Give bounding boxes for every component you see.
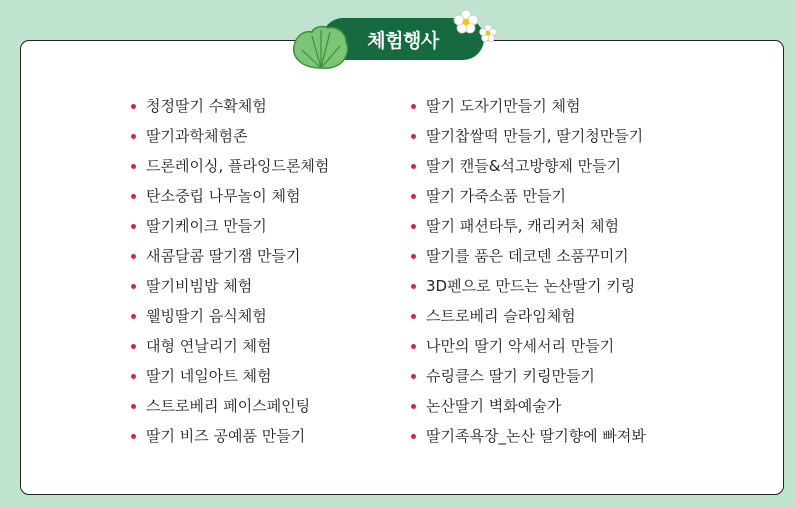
list-item: 딸기 네일아트 체험: [131, 361, 329, 391]
flower-icon: [479, 24, 497, 42]
bullet-icon: [131, 194, 136, 199]
list-item: 웰빙딸기 음식체험: [131, 301, 329, 331]
list-item: 딸기케이크 만들기: [131, 211, 329, 241]
bullet-icon: [411, 314, 416, 319]
bullet-icon: [131, 314, 136, 319]
leaf-icon: [290, 24, 352, 70]
list-item: 3D펜으로 만드는 논산딸기 키링: [411, 271, 646, 301]
bullet-icon: [411, 284, 416, 289]
bullet-icon: [131, 344, 136, 349]
list-item: 대형 연날리기 체험: [131, 331, 329, 361]
section-title: 체험행사: [367, 29, 439, 52]
bullet-icon: [131, 224, 136, 229]
list-item: 딸기비빔밥 체험: [131, 271, 329, 301]
list-item: 스트로베리 슬라임체험: [411, 301, 646, 331]
bullet-icon: [131, 404, 136, 409]
list-item: 새콤달콤 딸기잼 만들기: [131, 241, 329, 271]
events-list-right: [411, 91, 646, 451]
bullet-icon: [411, 164, 416, 169]
list-item: 드론레이싱, 플라잉드론체험: [131, 151, 329, 181]
list-item: 딸기찹쌀떡 만들기, 딸기청만들기: [411, 121, 646, 151]
bullet-icon: [411, 404, 416, 409]
bullet-icon: [131, 434, 136, 439]
list-item: 나만의 딸기 악세서리 만들기: [411, 331, 646, 361]
list-item: 딸기 캔들&석고방향제 만들기: [411, 151, 646, 181]
list-item: 딸기족욕장_논산 딸기향에 빠져봐: [411, 421, 646, 451]
bullet-icon: [131, 284, 136, 289]
list-item: 논산딸기 벽화예술가: [411, 391, 646, 421]
bullet-icon: [411, 224, 416, 229]
bullet-icon: [131, 134, 136, 139]
bullet-icon: [131, 254, 136, 259]
list-item: 스트로베리 페이스페인팅: [131, 391, 329, 421]
bullet-icon: [131, 374, 136, 379]
bullet-icon: [411, 194, 416, 199]
bullet-icon: [411, 374, 416, 379]
bullet-icon: [131, 104, 136, 109]
bullet-icon: [411, 134, 416, 139]
bullet-icon: [411, 254, 416, 259]
events-list-left: [131, 91, 329, 451]
list-item: 청정딸기 수확체험: [131, 91, 329, 121]
list-item: 딸기과학체험존: [131, 121, 329, 151]
list-item: 딸기 비즈 공예품 만들기: [131, 421, 329, 451]
list-item: 딸기 패션타투, 캐리커처 체험: [411, 211, 646, 241]
bullet-icon: [131, 164, 136, 169]
list-item: 딸기 가죽소품 만들기: [411, 181, 646, 211]
list-item: 슈링클스 딸기 키링만들기: [411, 361, 646, 391]
bullet-icon: [411, 344, 416, 349]
bullet-icon: [411, 434, 416, 439]
list-item: 딸기 도자기만들기 체험: [411, 91, 646, 121]
list-item: 딸기를 품은 데코덴 소품꾸미기: [411, 241, 646, 271]
flower-icon: [453, 9, 479, 35]
bullet-icon: [411, 104, 416, 109]
list-item: 탄소중립 나무놀이 체험: [131, 181, 329, 211]
